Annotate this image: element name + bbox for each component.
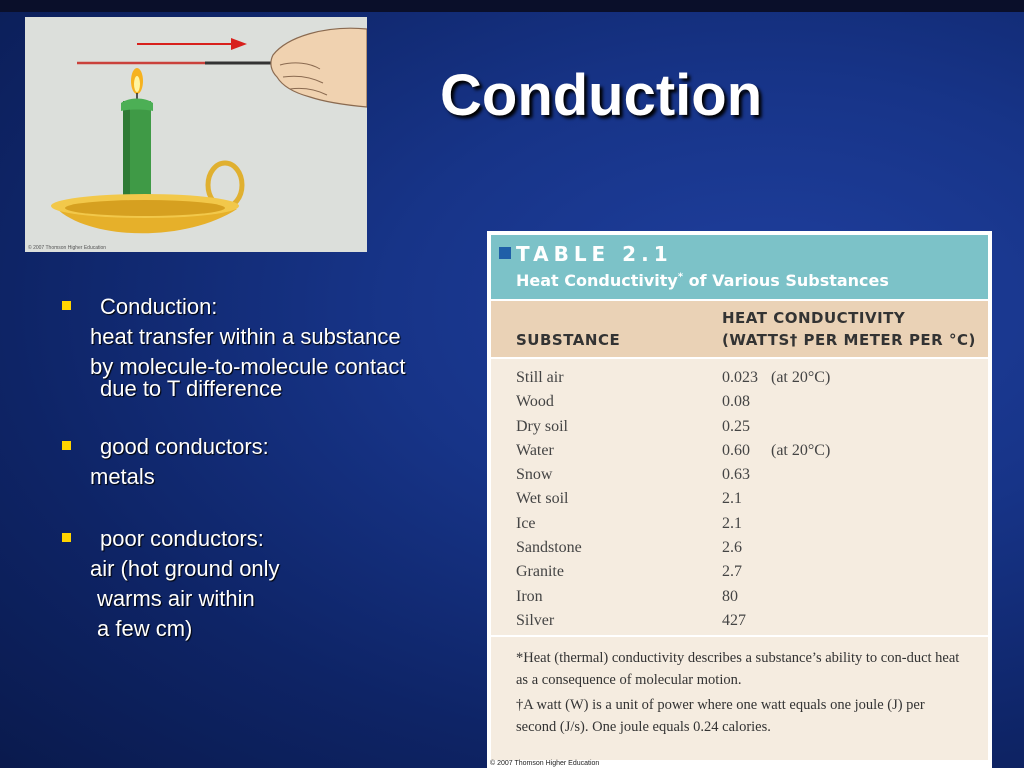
table-row xyxy=(491,440,988,464)
table-cell-substance: Dry soil xyxy=(516,417,568,435)
table-cell-substance: Silver xyxy=(516,611,555,629)
page-title: Conduction xyxy=(440,63,763,128)
bullet-subline: by molecule-to-molecule contact xyxy=(90,354,406,379)
table-cell-note: (at 20°C) xyxy=(771,369,831,386)
bullet-label: good conductors: xyxy=(100,434,269,459)
table-cell-value: 2.7 xyxy=(722,563,742,581)
table-cell-substance: Sandstone xyxy=(516,539,582,557)
candle-illustration xyxy=(25,17,367,252)
column-conductivity: HEAT CONDUCTIVITY xyxy=(722,309,906,327)
bullet-square-icon xyxy=(62,441,71,450)
table-cell-value: 80 xyxy=(722,587,738,605)
table-row xyxy=(491,561,988,585)
table-cell-value: 0.08 xyxy=(722,393,750,411)
table-column-header xyxy=(491,299,988,359)
bullet-item xyxy=(60,292,470,322)
table-row xyxy=(491,537,988,561)
bullet-square-icon xyxy=(62,533,71,542)
bullet-label: Conduction: xyxy=(100,294,218,319)
table-cell-value: 0.63 xyxy=(722,466,750,484)
table-cell-substance: Still air xyxy=(516,369,564,386)
bullet-subline: a few cm) xyxy=(97,616,193,641)
candle-rod-hand-icon xyxy=(25,17,367,252)
column-conductivity-units: (WATTS† PER METER PER °C) xyxy=(722,331,976,349)
table-cell-substance: Iron xyxy=(516,587,543,605)
figure-credit: © 2007 Thomson Higher Education xyxy=(28,245,107,251)
table-cell-note: (at 20°C) xyxy=(771,441,831,459)
footnote: *Heat (thermal) conductivity describes a substance’s ability to con-duct heat as a consequence of molecular motion. xyxy=(516,650,960,688)
table-caption: Heat Conductivity* of Various Substances xyxy=(516,271,889,290)
table-cell-substance: Wet soil xyxy=(516,490,569,508)
bullet-subline: warms air within xyxy=(97,586,255,611)
bullet-item xyxy=(60,432,470,462)
table-row xyxy=(491,464,988,488)
table-row xyxy=(491,391,988,415)
bullet-subline: due to T difference xyxy=(100,376,283,401)
table-cell-value: 0.023 xyxy=(722,369,758,386)
bullet-list xyxy=(60,292,470,644)
table-cell-substance: Granite xyxy=(516,563,564,581)
table-cell-substance: Snow xyxy=(516,466,553,484)
table-cell-value: 2.6 xyxy=(722,539,742,557)
table-credit: © 2007 Thomson Higher Education xyxy=(490,760,600,767)
table-cell-substance: Ice xyxy=(516,514,536,532)
bullet-label: poor conductors: xyxy=(100,526,264,551)
bullet-subline: heat transfer within a substance xyxy=(90,324,401,349)
table-header xyxy=(491,235,988,299)
table-row xyxy=(491,488,988,512)
table-row xyxy=(491,416,988,440)
bullet-item xyxy=(60,524,470,554)
top-bar xyxy=(0,0,1024,12)
table-row xyxy=(491,586,988,610)
footnote: †A watt (W) is a unit of power where one watt equals one joule (J) per second (J/s). One joule equals 0.24 calories. xyxy=(516,697,925,735)
table-footnotes xyxy=(491,637,988,738)
column-substance: SUBSTANCE xyxy=(516,331,621,349)
conductivity-table xyxy=(487,231,992,768)
table-cell-value: 2.1 xyxy=(722,490,742,508)
bullet-subline: air (hot ground only xyxy=(90,556,280,581)
table-cell-value: 2.1 xyxy=(722,514,742,532)
table-cell-substance: Water xyxy=(516,441,554,459)
table-cell-value: 0.60 xyxy=(722,441,750,459)
table-row xyxy=(491,367,988,391)
table-row xyxy=(491,513,988,537)
table-row xyxy=(491,610,988,634)
table-body xyxy=(491,359,988,637)
table-cell-value: 427 xyxy=(722,611,746,629)
table-cell-substance: Wood xyxy=(516,393,554,411)
bullet-subline: metals xyxy=(90,464,155,489)
table-label: TABLE 2.1 xyxy=(516,242,673,266)
bullet-square-icon xyxy=(62,301,71,310)
table-cell-value: 0.25 xyxy=(722,417,750,435)
square-icon xyxy=(499,247,511,259)
